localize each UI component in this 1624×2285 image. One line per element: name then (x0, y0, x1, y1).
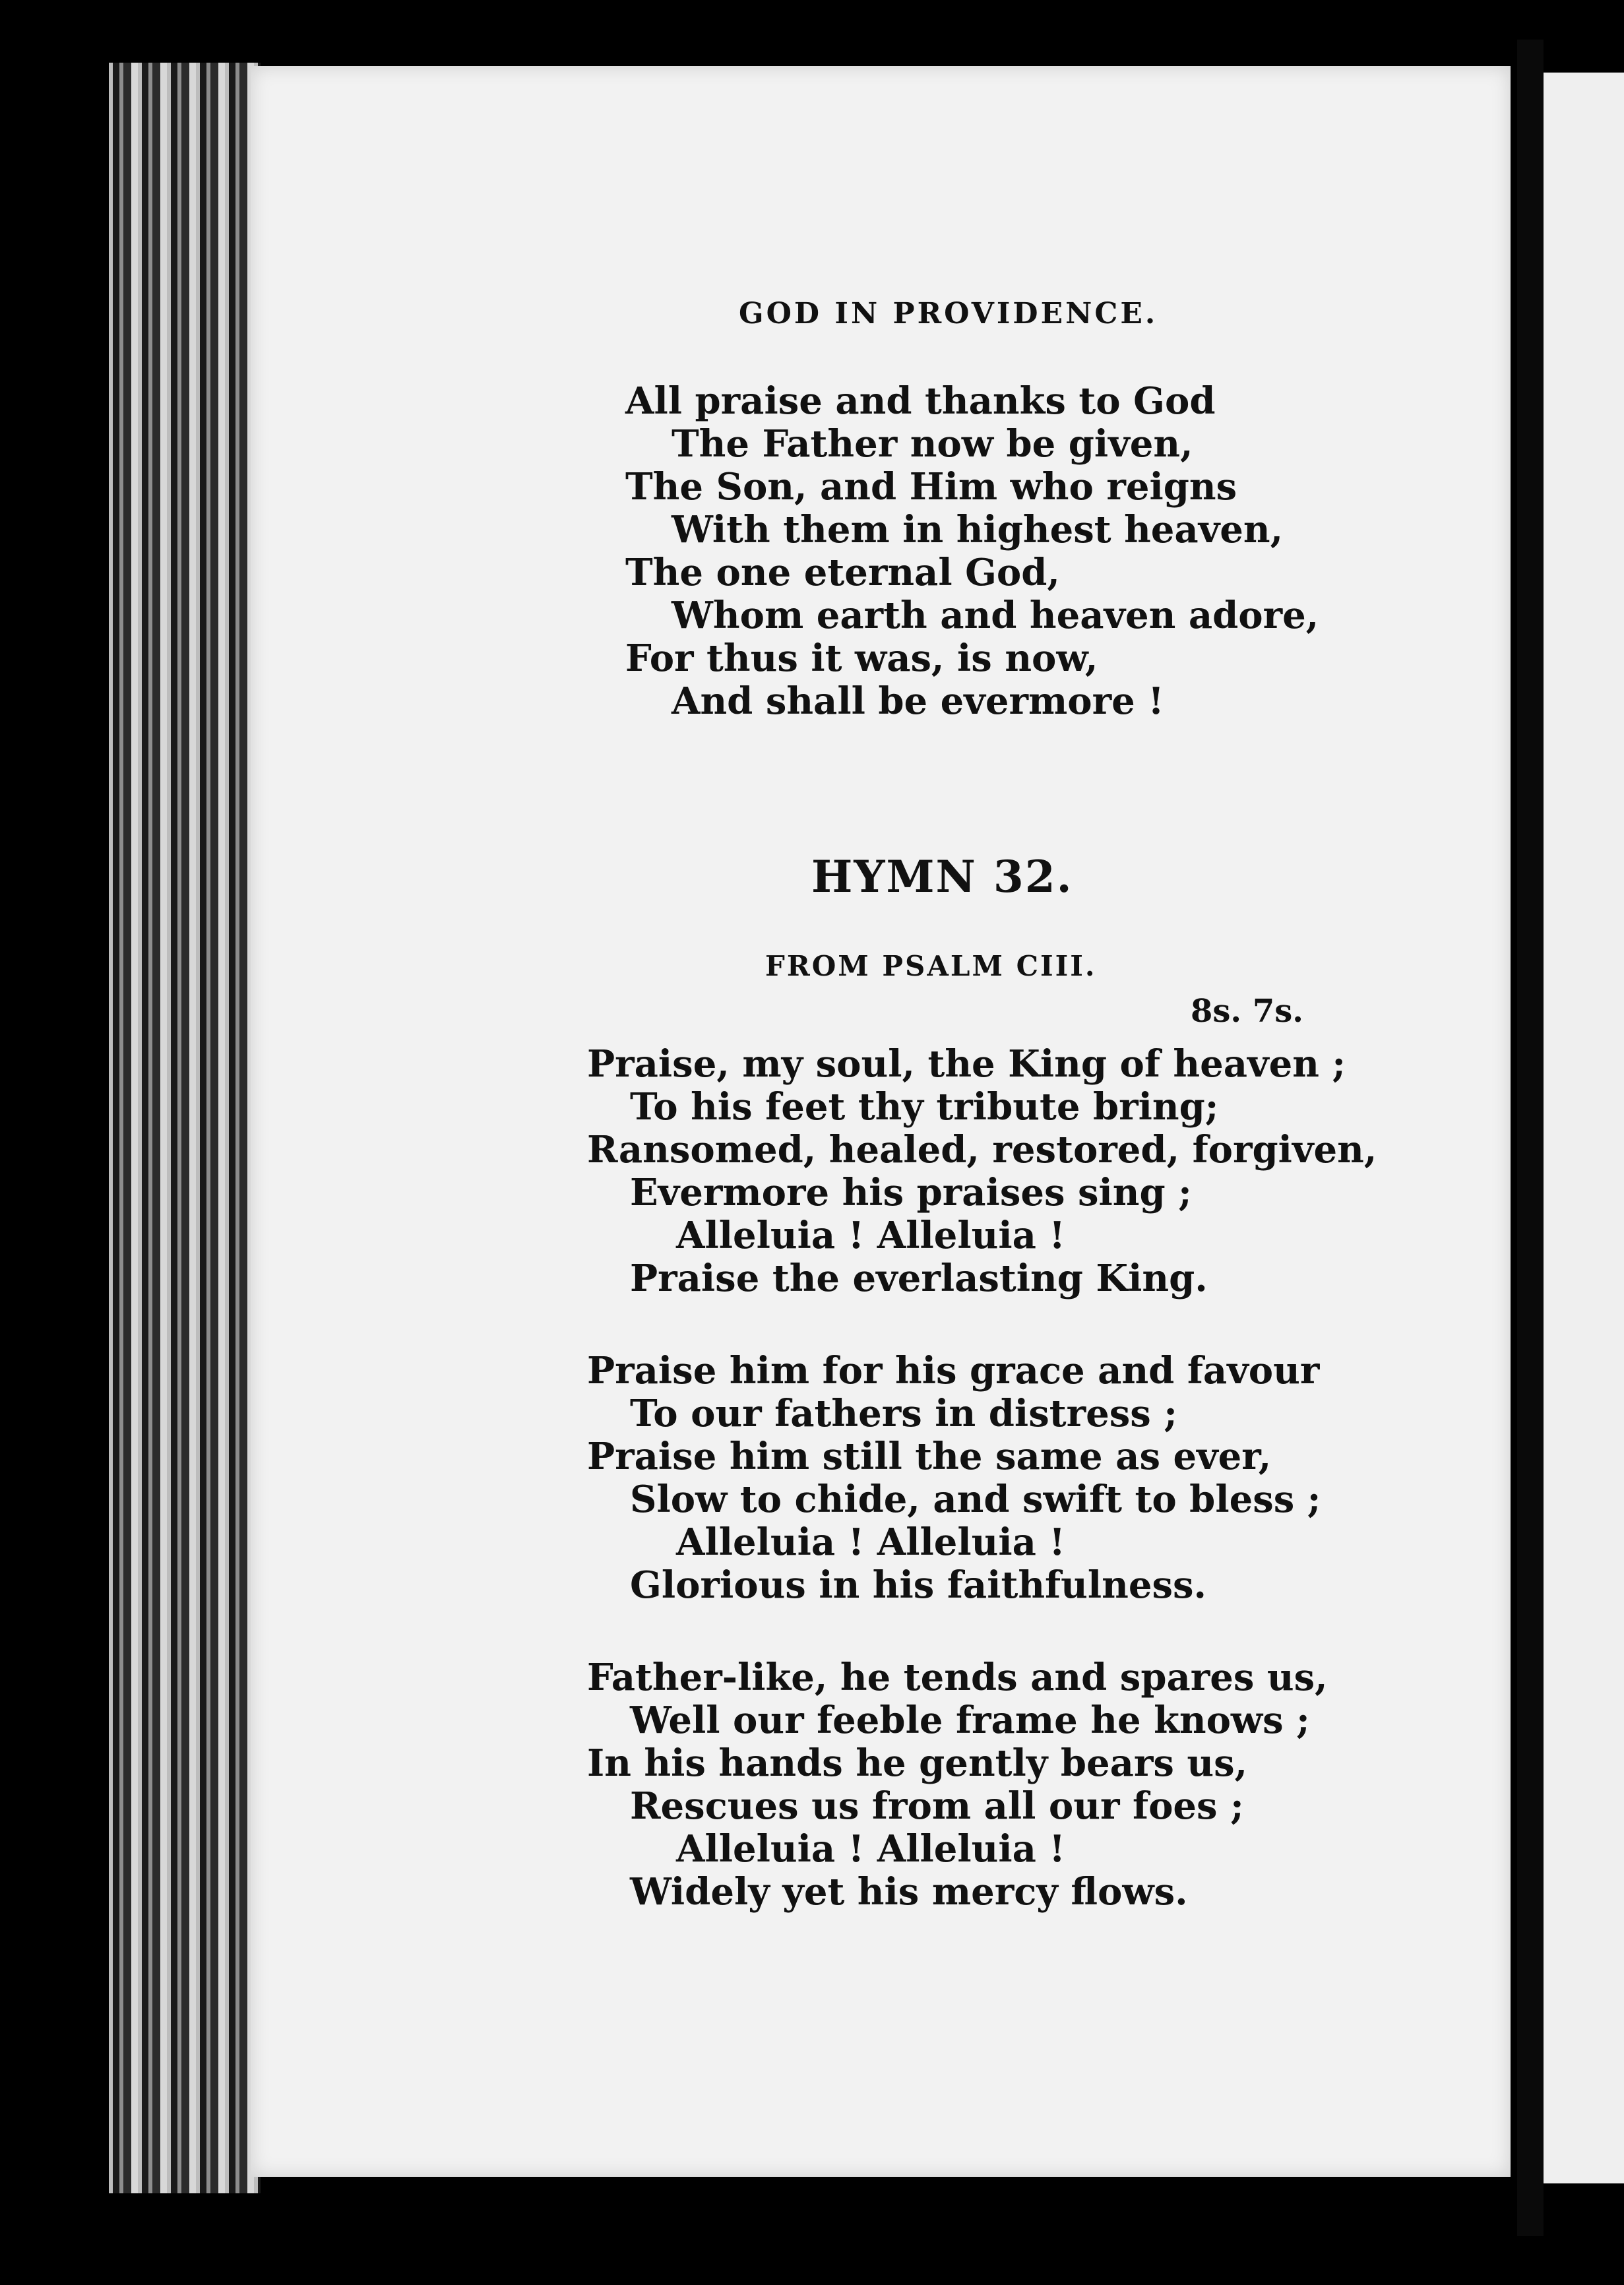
hymn-meter: 8s. 7s. (1191, 993, 1303, 1030)
verse-line: In his hands he gently bears us, (587, 1741, 1248, 1785)
doxology-line: With them in highest heaven, (671, 508, 1284, 551)
doxology-line: For thus it was, is now, (625, 637, 1098, 680)
doxology-line: Whom earth and heaven adore, (671, 594, 1319, 637)
verse-line: Evermore his praises sing ; (630, 1171, 1192, 1214)
verse-line: Praise the everlasting King. (630, 1257, 1208, 1300)
doxology-line: The Father now be given, (671, 422, 1193, 466)
verse-line: Father-like, he tends and spares us, (587, 1656, 1328, 1699)
verse-line: To his feet thy tribute bring; (630, 1085, 1219, 1129)
book-gutter (1517, 40, 1544, 2236)
running-head: GOD IN PROVIDENCE. (739, 297, 1158, 330)
hymn-title: HYMN 32. (811, 851, 1073, 902)
doxology-line: The Son, and Him who reigns (625, 465, 1237, 509)
verse-line: Alleluia ! Alleluia ! (676, 1214, 1065, 1257)
verse-line: Glorious in his faithfulness. (630, 1563, 1207, 1607)
book-page-edges (109, 63, 261, 2193)
doxology-line: All praise and thanks to God (625, 379, 1216, 423)
doxology-line: And shall be evermore ! (671, 679, 1164, 723)
verse-line: Praise, my soul, the King of heaven ; (587, 1042, 1346, 1086)
verse-line: Widely yet his mercy flows. (630, 1870, 1188, 1914)
verse-line: Rescues us from all our foes ; (630, 1784, 1244, 1828)
verse-line: Alleluia ! Alleluia ! (676, 1827, 1065, 1871)
verse-line: Ransomed, healed, restored, forgiven, (587, 1128, 1377, 1172)
verse-line: Praise him still the same as ever, (587, 1435, 1272, 1478)
verse-line: Alleluia ! Alleluia ! (676, 1520, 1065, 1564)
verse-line: Slow to chide, and swift to bless ; (630, 1478, 1321, 1521)
verse-line: Praise him for his grace and favour (587, 1349, 1320, 1393)
verse-line: To our fathers in distress ; (630, 1392, 1177, 1435)
verse-line: Well our feeble frame he knows ; (630, 1699, 1310, 1742)
facing-page-edge (1544, 73, 1624, 2183)
hymn-source: FROM PSALM CIII. (765, 950, 1097, 982)
doxology-line: The one eternal God, (625, 551, 1060, 594)
